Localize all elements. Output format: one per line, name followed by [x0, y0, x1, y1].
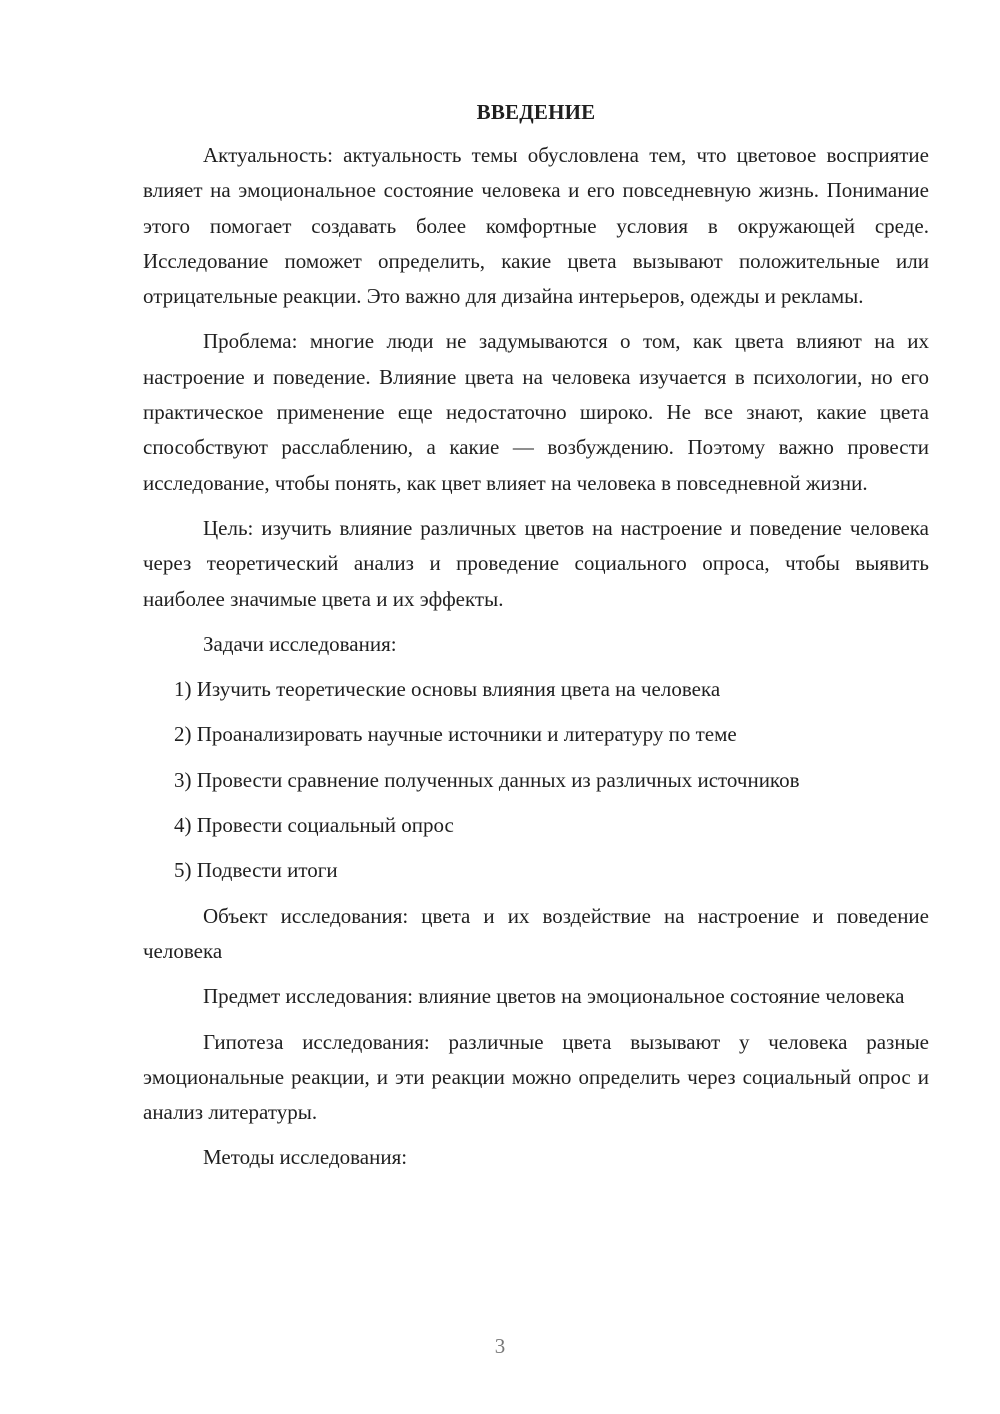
problem-paragraph: Проблема: многие люди не задумываются о том, как цвета влияют на их настроение и поведение. Влияние цвета на человека изучается в психологии, но его практическое применение еще недостаточно широко. Не все знают, какие цвета способствуют расслаблению, а какие — возбуждению. Поэтому важно провести исследование, чтобы понять, как цвет влияет на человека в повседневной жизни.	[143, 329, 929, 495]
object-paragraph: Объект исследования: цвета и их воздействие на настроение и поведение человека	[143, 903, 929, 963]
document-page	[143, 98, 929, 1186]
list-item: 5) Подвести итоги	[174, 858, 338, 883]
hypothesis-paragraph: Гипотеза исследования: различные цвета вызывают у человека разные эмоциональные реакции, и эти реакции можно определить через социальный опрос и анализ литературы.	[143, 1029, 929, 1125]
methods-heading: Методы исследования:	[203, 1145, 408, 1170]
tasks-heading: Задачи исследования:	[203, 631, 397, 656]
goal-paragraph: Цель: изучить влияние различных цветов на настроение и поведение человека через теоретический анализ и проведение социального опроса, чтобы выявить наиболее значимые цвета и их эффекты.	[143, 515, 929, 611]
list-item: 2) Проанализировать научные источники и литературу по теме	[174, 722, 737, 747]
subject-paragraph: Предмет исследования: влияние цветов на эмоциональное состояние человека	[203, 984, 905, 1009]
relevance-paragraph: Актуальность: актуальность темы обусловлена тем, что цветовое восприятие влияет на эмоциональное состояние человека и его повседневную жизнь. Понимание этого помогает создавать более комфортные условия в окружающей среде. Исследование поможет определить, какие цвета вызывают положительные или отрицательные реакции. Это важно для дизайна интерьеров, одежды и рекламы.	[143, 143, 929, 309]
list-item: 1) Изучить теоретические основы влияния цвета на человека	[174, 677, 721, 702]
tasks-list	[143, 672, 929, 888]
list-item: 4) Провести социальный опрос	[174, 813, 454, 838]
page-number: 3	[494, 1334, 506, 1358]
page-title: ВВЕДЕНИЕ	[476, 100, 596, 124]
list-item: 3) Провести сравнение полученных данных из различных источников	[174, 767, 800, 792]
